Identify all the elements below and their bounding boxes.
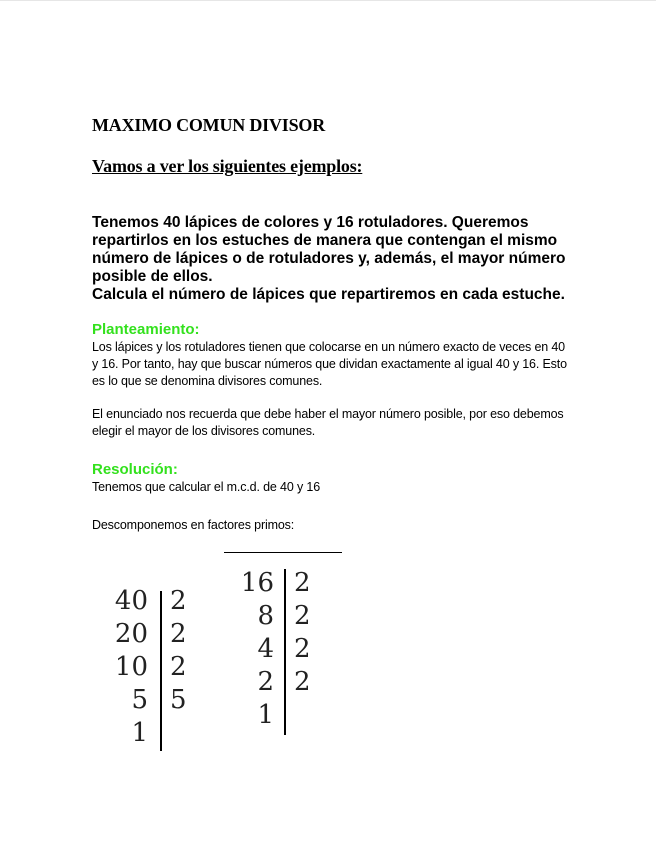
factor-row: [90, 717, 200, 750]
factor-row: [232, 666, 352, 699]
quotient: 40: [114, 586, 148, 616]
page-title: MAXIMO COMUN DIVISOR: [92, 115, 325, 135]
factor-row: [90, 651, 200, 684]
divider-line: [224, 552, 342, 553]
prime-divisor: 2: [170, 619, 187, 649]
prime-divisor: 2: [294, 601, 311, 631]
division-bar: [160, 591, 162, 751]
resolucion-line-2: Descomponemos en factores primos:: [92, 518, 295, 532]
quotient: 20: [114, 619, 148, 649]
quotient: 16: [240, 568, 274, 598]
problem-statement: [92, 214, 572, 304]
factor-row: [232, 600, 352, 633]
problem-text: Tenemos 40 lápices de colores y 16 rotuladores. Queremos repartirlos en los estuches de manera que contengan el mismo número de lápices o de rotuladores y, además, el mayor número posible de ellos.: [92, 214, 566, 285]
prime-divisor: 2: [294, 568, 311, 598]
planteamiento-paragraph-1: Los lápices y los rotuladores tienen que colocarse en un número exacto de veces en 40 y 16. Por tanto, hay que buscar números que dividan exactamente al igual 40 y 16. Esto es lo que se denomina divisores comunes.: [92, 340, 567, 388]
problem-question: Calcula el número de lápices que repartiremos en cada estuche.: [92, 286, 565, 303]
factor-row: [232, 633, 352, 666]
prime-divisor: 2: [294, 667, 311, 697]
quotient: 5: [131, 685, 148, 715]
quotient: 1: [131, 718, 148, 748]
prime-divisor: 2: [294, 634, 311, 664]
resolucion-line-1: Tenemos que calcular el m.c.d. de 40 y 16: [92, 480, 321, 494]
prime-divisor: 2: [170, 652, 187, 682]
planteamiento-paragraph-2: El enunciado nos recuerda que debe haber el mayor número posible, por eso debemos elegir el mayor de los divisores comunes.: [92, 407, 564, 438]
factor-row: [90, 585, 200, 618]
quotient: 4: [257, 634, 274, 664]
section-subtitle: Vamos a ver los siguientes ejemplos:: [92, 156, 363, 176]
prime-divisor: 5: [170, 685, 187, 715]
factorization-40: [90, 585, 200, 755]
division-bar: [284, 569, 286, 735]
factorization-16: [232, 567, 352, 737]
factor-row: [232, 699, 352, 732]
resolucion-heading: Resolución:: [92, 461, 178, 478]
quotient: 10: [114, 652, 148, 682]
factor-row: [90, 618, 200, 651]
factor-row: [90, 684, 200, 717]
prime-divisor: 2: [170, 586, 187, 616]
planteamiento-heading: Planteamiento:: [92, 321, 200, 338]
quotient: 8: [257, 601, 274, 631]
quotient: 1: [257, 700, 274, 730]
factor-row: [232, 567, 352, 600]
prime-factorization-figure: [90, 565, 370, 775]
quotient: 2: [257, 667, 274, 697]
